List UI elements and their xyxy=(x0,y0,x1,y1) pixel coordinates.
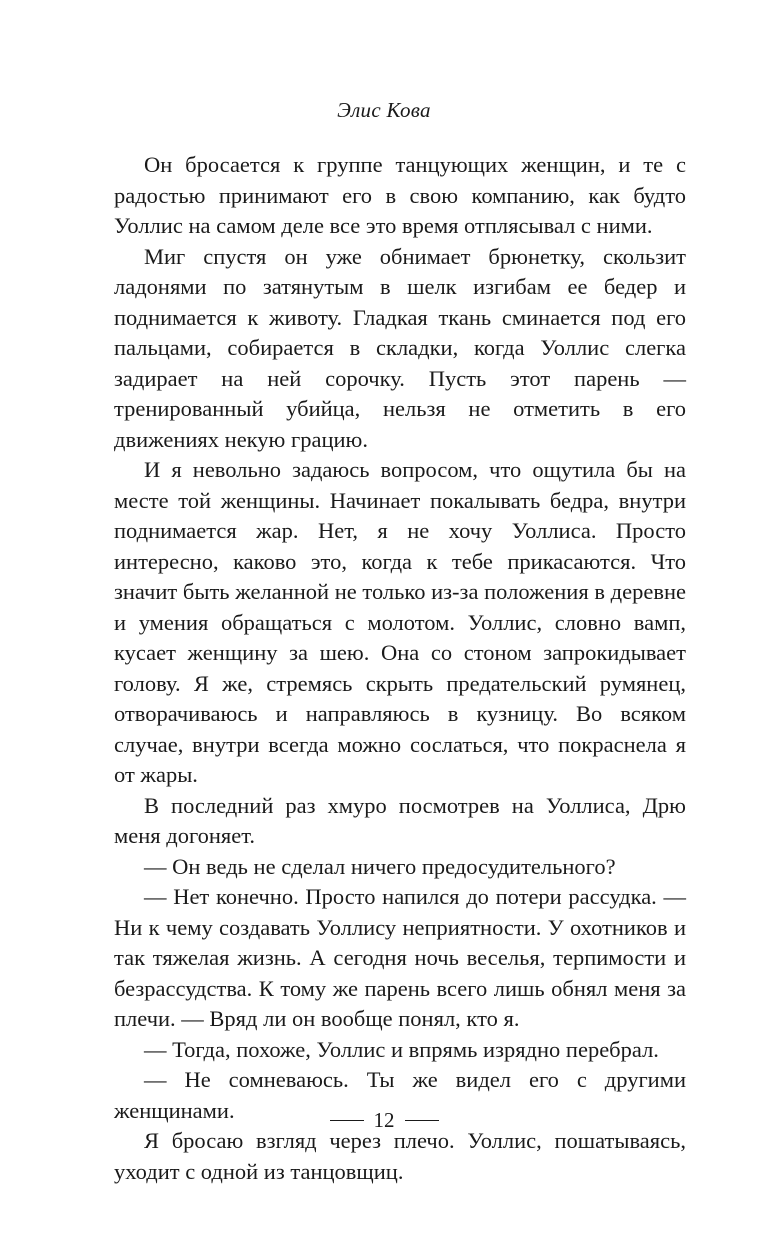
dialogue-line: — Он ведь не сделал ничего предосудительного? xyxy=(144,853,616,879)
dialogue-line: — Нет конечно. Просто напился до потери рассудка. — Ни к чему создавать Уоллису неприятности. У охотников и так тяжелая жизнь. А сегодня ночь веселья, терпимости и безрассудства. К тому же парень всего лишь обнял меня за плечи. — Вряд ли он вообще понял, кто я. xyxy=(114,884,686,1031)
folio-rule-left xyxy=(330,1120,364,1121)
dialogue-line: — Тогда, похоже, Уоллис и впрямь изрядно перебрал. xyxy=(144,1036,659,1062)
body-text xyxy=(114,150,686,1187)
paragraph: Он бросается к группе танцующих женщин, и те с радостью принимают его в свою компанию, как будто Уоллис на самом деле все это время отплясывал с ними. xyxy=(114,152,686,238)
running-head: Элис Кова xyxy=(337,98,431,122)
folio-rule-right xyxy=(405,1120,439,1121)
page-footer xyxy=(0,1108,768,1133)
paragraph: Миг спустя он уже обнимает брюнетку, скользит ладонями по затянутым в шелк изгибам ее бедер и поднимается к животу. Гладкая ткань сминается под его пальцами, собирается в складки, когда Уоллис слегка задирает на ней сорочку. Пусть этот парень — тренированный убийца, нельзя не отметить в его движениях некую грацию. xyxy=(114,243,686,452)
dialogue-line: — Не сомневаюсь. Ты же видел его с другими женщинами. xyxy=(114,1067,686,1123)
paragraph: Я бросаю взгляд через плечо. Уоллис, пошатываясь, уходит с одной из танцовщиц. xyxy=(114,1128,686,1184)
paragraph: В последний раз хмуро посмотрев на Уоллиса, Дрю меня догоняет. xyxy=(114,792,686,848)
paragraph: И я невольно задаюсь вопросом, что ощутила бы на месте той женщины. Начинает покалывать бедра, внутри поднимается жар. Нет, я не хочу Уоллиса. Просто интересно, каково это, когда к тебе прикасаются. Что значит быть желанной не только из-за положения в деревне и умения обращаться с молотом. Уоллис, словно вамп, кусает женщину за шею. Она со стоном запрокидывает голову. Я же, стремясь скрыть предательский румянец, отворачиваюсь и направляюсь в кузницу. Во всяком случае, внутри всегда можно сослаться, что покраснела я от жары. xyxy=(114,457,686,787)
page-number: 12 xyxy=(373,1108,395,1132)
